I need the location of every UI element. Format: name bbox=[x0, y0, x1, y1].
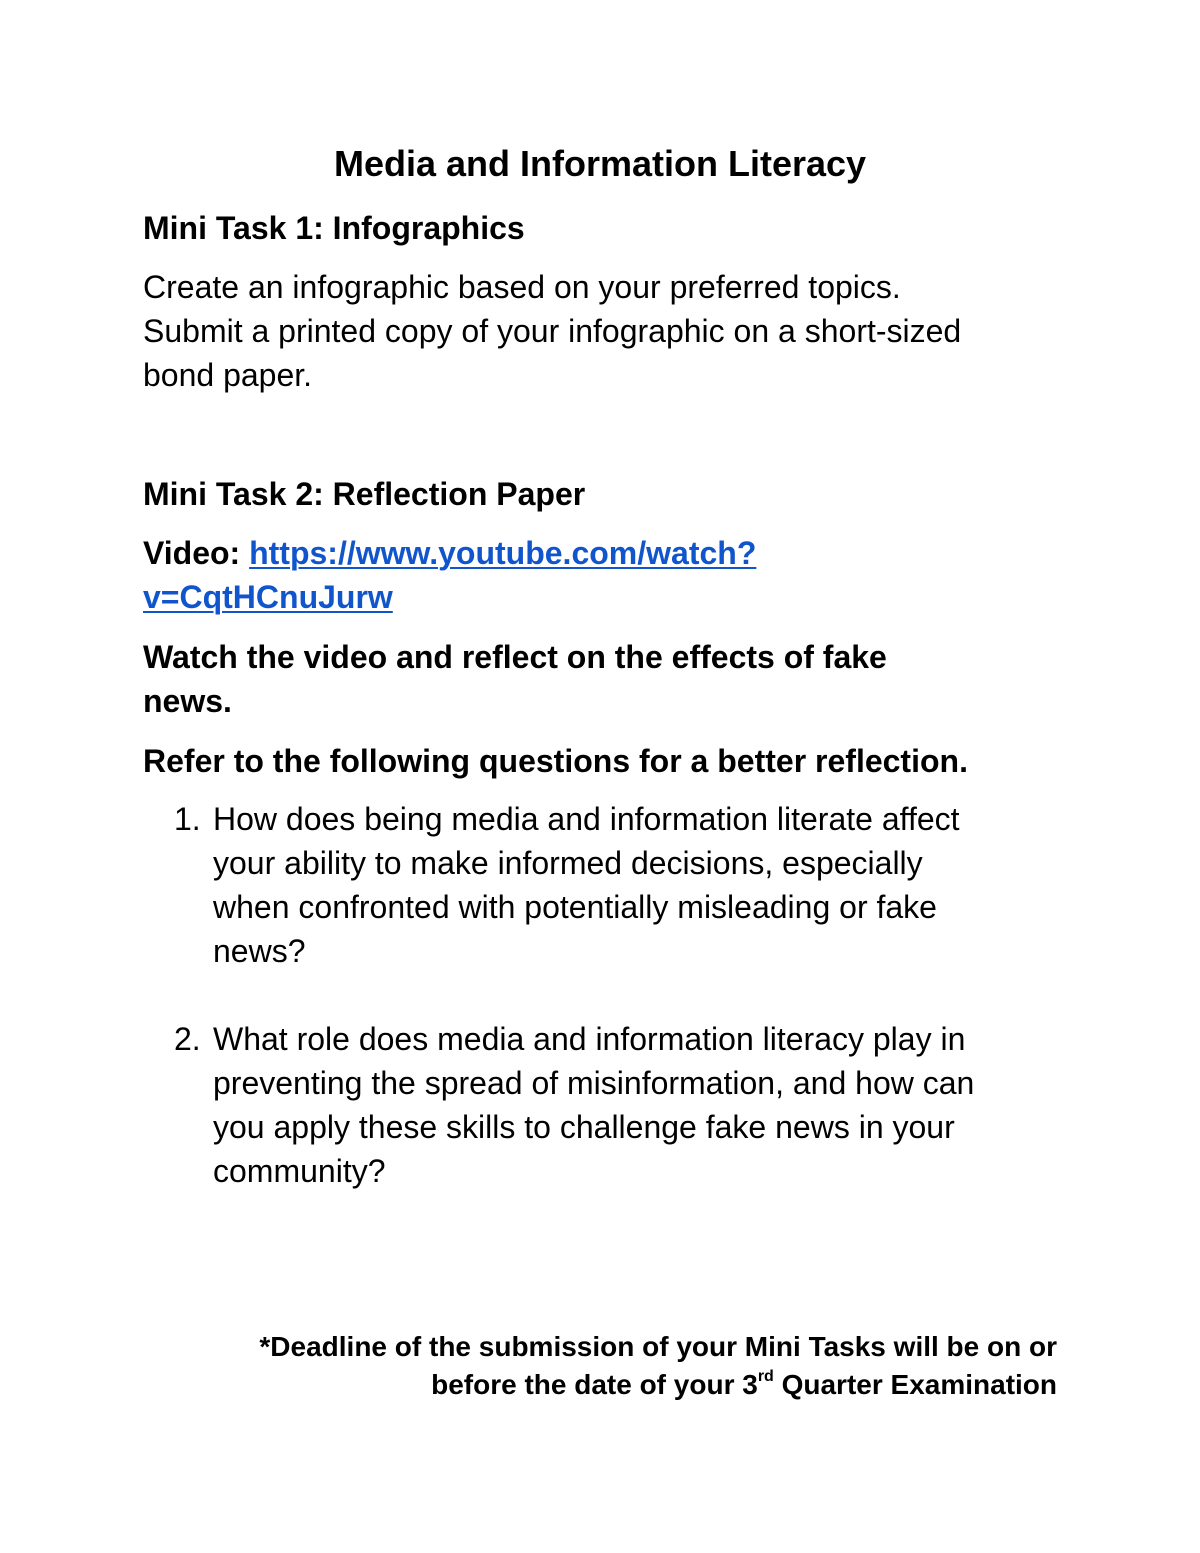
question-1-number: 1. bbox=[174, 801, 201, 837]
question-1-line-1: How does being media and information literate affect bbox=[213, 801, 960, 837]
refer-line: Refer to the following questions for a better reflection. bbox=[143, 743, 968, 779]
question-2-line-4: community? bbox=[213, 1153, 386, 1189]
video-link-continuation bbox=[143, 581, 393, 613]
deadline-line-2-start: before the date of your 3 bbox=[431, 1369, 758, 1400]
ordinal-suffix: rd bbox=[757, 1368, 774, 1385]
question-2-line-3: you apply these skills to challenge fake news in your bbox=[213, 1109, 955, 1145]
task1-line-3: bond paper. bbox=[143, 357, 313, 393]
instruction-line-2: news. bbox=[143, 683, 232, 719]
question-2-line-2: preventing the spread of misinformation, and how can bbox=[213, 1065, 975, 1101]
task2-heading: Mini Task 2: Reflection Paper bbox=[143, 476, 586, 512]
document-title: Media and Information Literacy bbox=[333, 143, 867, 184]
question-2-number: 2. bbox=[174, 1021, 201, 1057]
video-line bbox=[143, 537, 756, 569]
deadline-line-1: *Deadline of the submission of your Mini Tasks will be on or bbox=[259, 1331, 1057, 1362]
task1-heading: Mini Task 1: Infographics bbox=[143, 210, 525, 246]
question-1-line-2: your ability to make informed decisions, especially bbox=[213, 845, 923, 881]
video-link-part-1[interactable]: https://www.youtube.com/watch? bbox=[249, 535, 757, 571]
question-2-line-1: What role does media and information literacy play in bbox=[213, 1021, 966, 1057]
task1-line-1: Create an infographic based on your preferred topics. bbox=[143, 269, 901, 305]
instruction-line-1: Watch the video and reflect on the effects of fake bbox=[143, 639, 887, 675]
deadline-line-2-end: Quarter Examination bbox=[773, 1369, 1057, 1400]
video-link-part-2[interactable]: v=CqtHCnuJurw bbox=[143, 579, 393, 615]
video-label: Video: bbox=[143, 535, 250, 571]
question-1-line-3: when confronted with potentially misleading or fake bbox=[213, 889, 937, 925]
deadline-line-2 bbox=[431, 1368, 1057, 1400]
question-1-line-4: news? bbox=[213, 933, 306, 969]
task1-line-2: Submit a printed copy of your infographic on a short-sized bbox=[143, 313, 962, 349]
